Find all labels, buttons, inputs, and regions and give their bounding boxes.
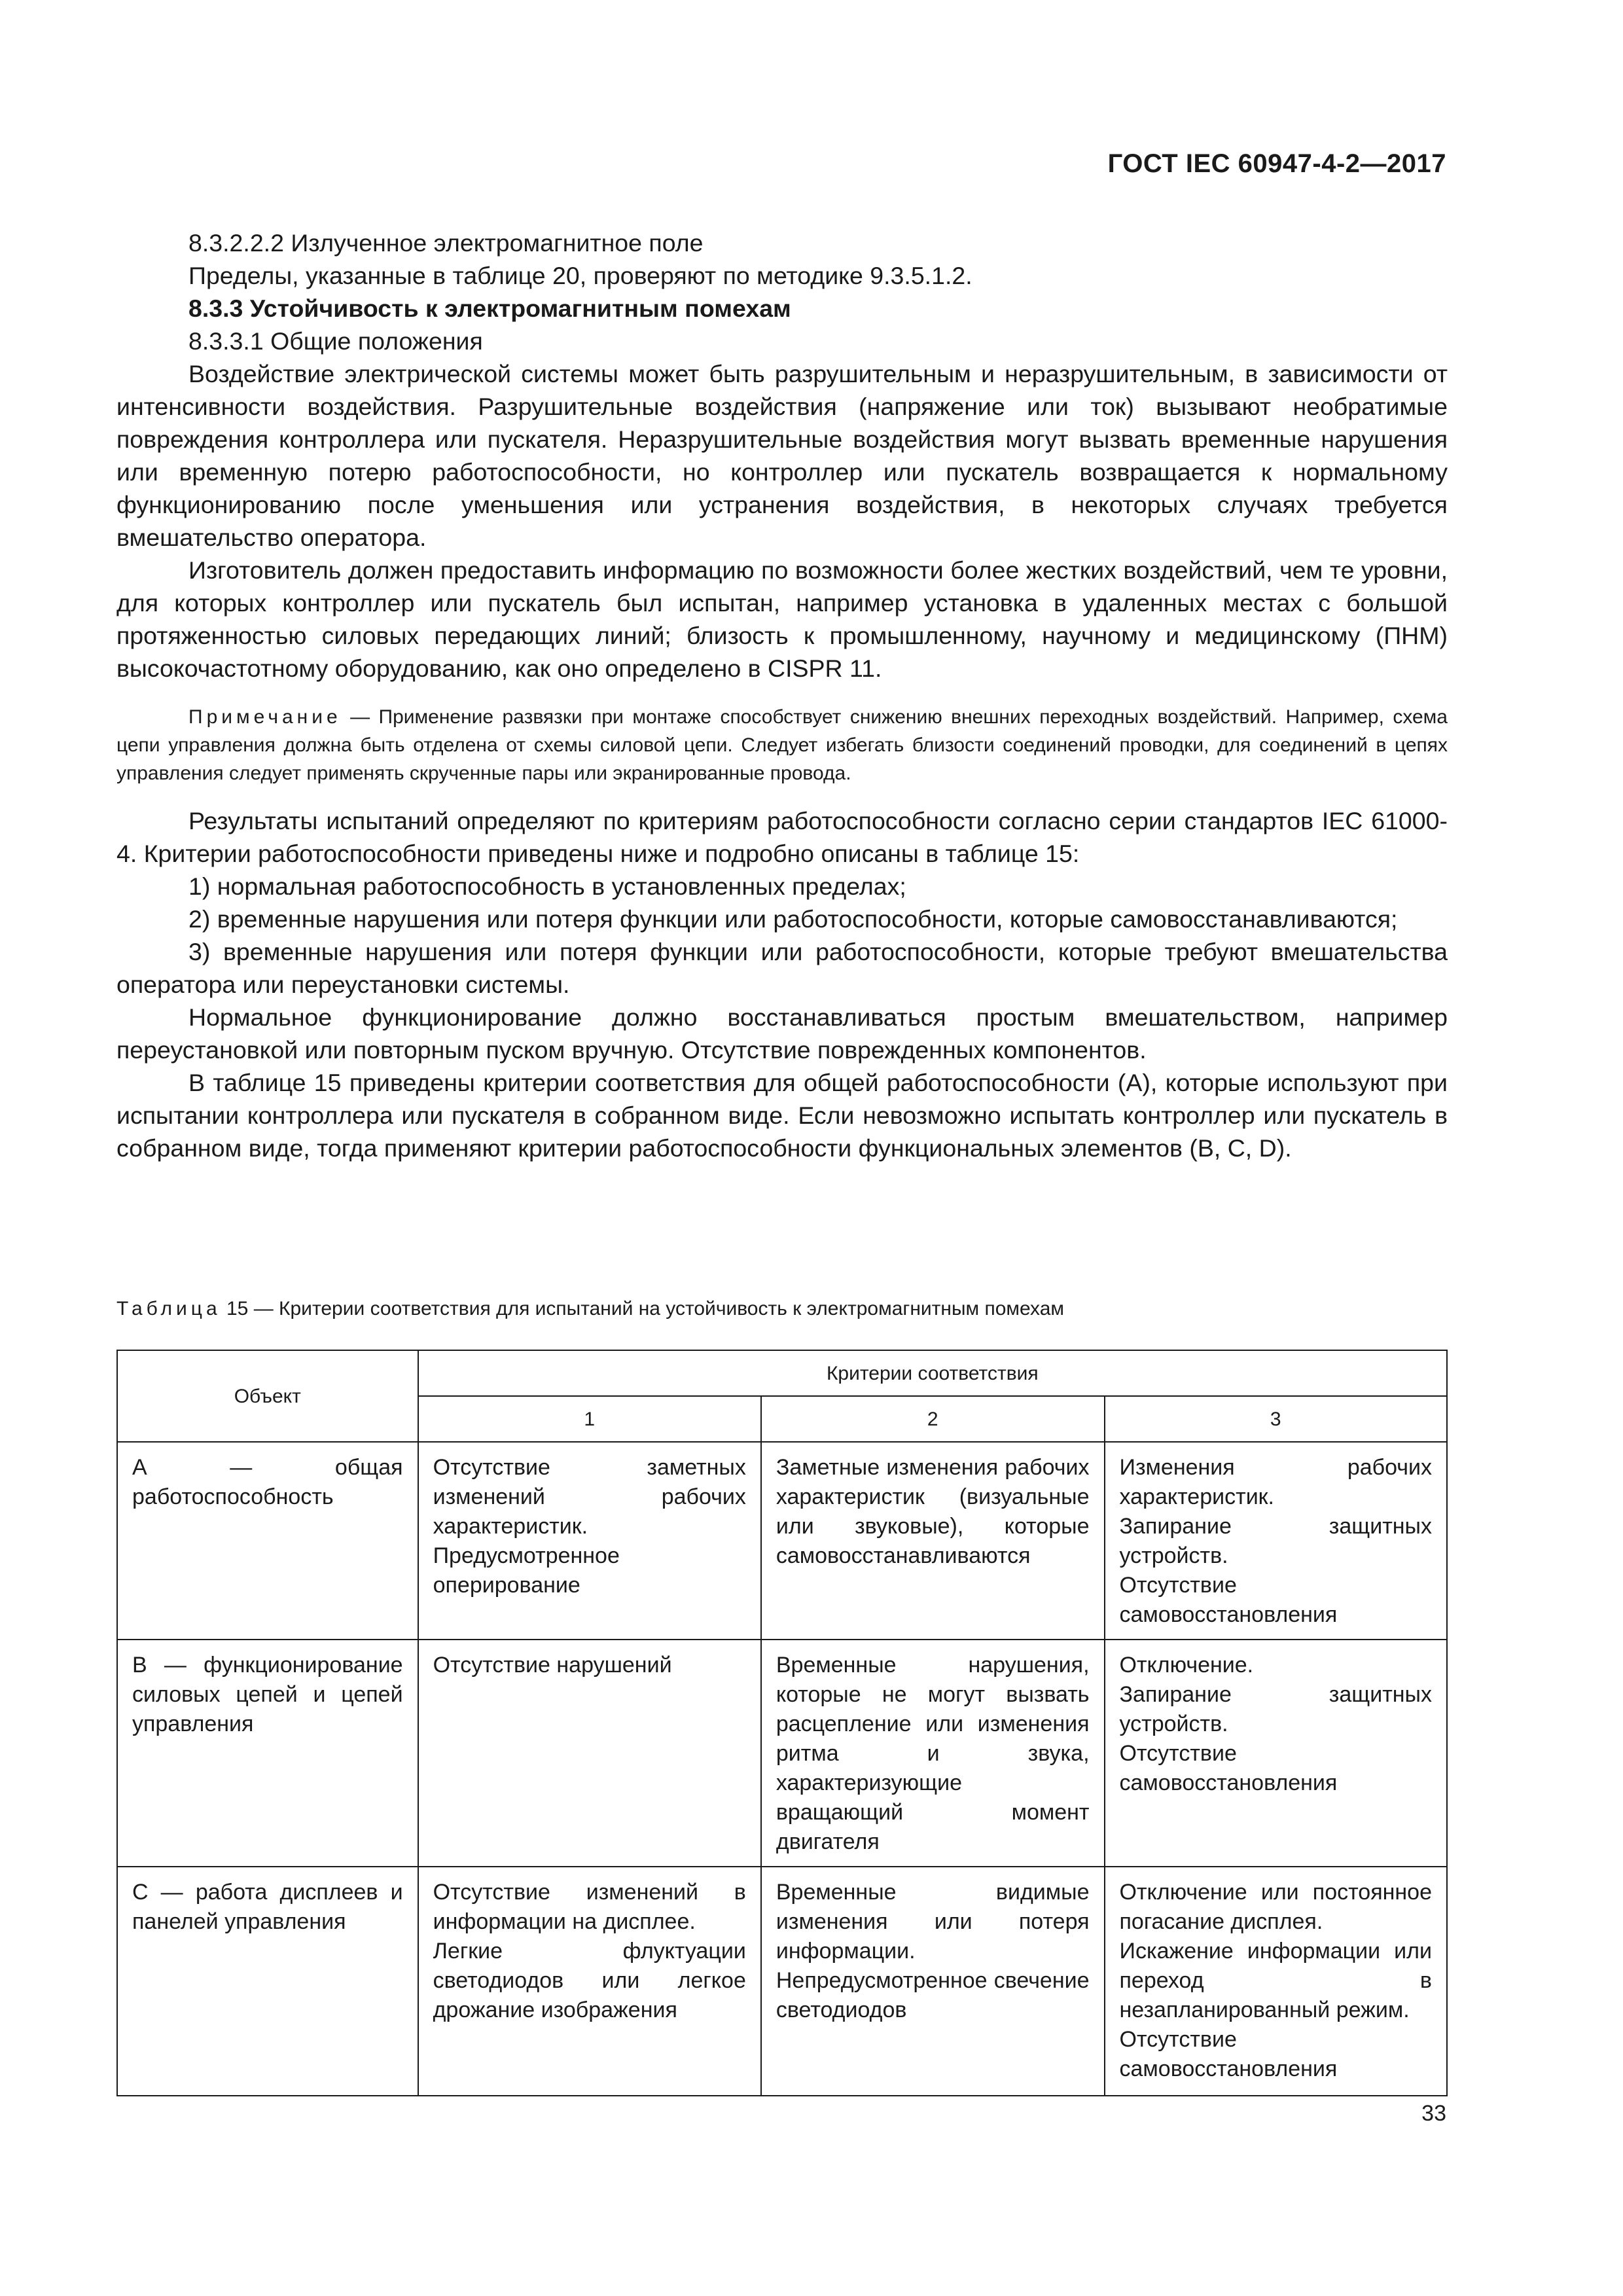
criteria-1-cell <box>418 1442 761 1640</box>
paragraph: Нормальное функционирование должно восстанавливаться простым вмешательством, например переустановкой или повторным пуском вручную. Отсутствие поврежденных компонентов. <box>116 1003 1448 1064</box>
cell-line: Отсутствие изменений в информации на дисплее. <box>433 1880 746 1934</box>
criteria-3-cell <box>1105 1442 1447 1640</box>
cell-line: Временные видимые изменения или потеря информации. <box>776 1880 1090 1964</box>
cell-line: Отсутствие самовосстановления <box>1119 1573 1338 1627</box>
criteria-3-cell <box>1105 1867 1447 2096</box>
header-col-2: 2 <box>761 1396 1105 1442</box>
criteria-2-cell <box>761 1640 1105 1867</box>
paragraph: Воздействие электрической системы может быть разрушительным и неразрушительным, в зависимости от интенсивности воздействия. Разрушительные воздействия (напряжение или ток) вызывают необратимые повреждения контроллера или пускателя. Неразрушительные воздействия могут вызвать временные нарушения или временную потерю работоспособности, но контроллер или пускатель возвращается к нормальному функционированию после уменьшения или устранения воздействия, в некоторых случаях требуется вмешательство оператора. <box>116 360 1448 551</box>
section-heading-emc-immunity: 8.3.3 Устойчивость к электромагнитным помехам <box>188 295 791 322</box>
table-caption-text: 15 — Критерии соответствия для испытаний на устойчивость к электромагнитным помехам <box>226 1298 1065 1319</box>
cell-line: Временные нарушения, которые не могут вызвать расцепление или изменения ритма и звука, характеризующие вращающий момент двигателя <box>776 1653 1090 1854</box>
page-number: 33 <box>1421 2101 1446 2126</box>
cell-line: Непредусмотренное свечение светодиодов <box>776 1968 1090 2022</box>
criteria-1-cell <box>418 1867 761 2096</box>
list-item: 2) временные нарушения или потеря функции или работоспособности, которые самовосстанавливаются; <box>188 905 1398 933</box>
paragraph: В таблице 15 приведены критерии соответствия для общей работоспособности (А), которые используют при испытании контроллера или пускателя в собранном виде. Если невозможно испытать контроллер или пускатель в собранном виде, тогда применяют критерии работоспособности функциональных элементов (В, С, D). <box>116 1069 1448 1162</box>
cell-line: Отсутствие самовосстановления <box>1119 2027 1338 2081</box>
criteria-3-cell <box>1105 1640 1447 1867</box>
paragraph: Пределы, указанные в таблице 20, проверяют по методике 9.3.5.1.2. <box>188 262 972 289</box>
cell-line: Запирание защитных устройств. <box>1119 1514 1432 1568</box>
note <box>116 703 1448 787</box>
object-cell: А — общая работоспособность <box>117 1442 418 1640</box>
criteria-table <box>116 1350 1448 2096</box>
subsection-heading-general: 8.3.3.1 Общие положения <box>188 327 483 355</box>
cell-line: Запирание защитных устройств. <box>1119 1682 1432 1736</box>
header-col-1: 1 <box>418 1396 761 1442</box>
note-text: — Применение развязки при монтаже способствует снижению внешних переходных воздействий. Например, схема цепи управления должна быть отделена от схемы силовой цепи. Следует избегать близости соединений проводки, для соединений в цепях управления следует применять скрученные пары или экранированные провода. <box>116 706 1448 784</box>
list-item: 3) временные нарушения или потеря функции или работоспособности, которые требуют вмешательства оператора или переустановки системы. <box>116 938 1448 998</box>
table-caption <box>116 1296 1064 1322</box>
standard-designation: ГОСТ IEC 60947-4-2—2017 <box>1107 149 1446 178</box>
cell-line: Отключение. <box>1119 1653 1254 1677</box>
criteria-1-cell <box>418 1640 761 1867</box>
paragraph: Изготовитель должен предоставить информацию по возможности более жестких воздействий, чем те уровни, для которых контроллер или пускатель был испытан, например установка в удаленных местах с большой протяженностью силовых передающих линий; близость к промышленному, научному и медицинскому (ПНМ) высокочастотному оборудованию, как оно определено в CISPR 11. <box>116 556 1448 682</box>
cell-line: Заметные изменения рабочих характеристик (визуальные или звуковые), которые самовосстанавливаются <box>776 1455 1090 1568</box>
table-row <box>117 1867 1447 2096</box>
paragraph: Результаты испытаний определяют по критериям работоспособности согласно серии стандартов IEC 61000-4. Критерии работоспособности приведены ниже и подробно описаны в таблице 15: <box>116 807 1448 867</box>
header-col-3: 3 <box>1105 1396 1447 1442</box>
cell-line: Искажение информации или переход в незапланированный режим. <box>1119 1939 1432 2022</box>
table-row <box>117 1442 1447 1640</box>
criteria-2-cell <box>761 1442 1105 1640</box>
header-criteria: Критерии соответствия <box>418 1350 1447 1396</box>
subsection-heading-radiated-field: 8.3.2.2.2 Излученное электромагнитное поле <box>188 229 704 257</box>
cell-line: Отсутствие самовосстановления <box>1119 1741 1338 1795</box>
object-cell: В — функционирование силовых цепей и цепей управления <box>117 1640 418 1867</box>
cell-line: Изменения рабочих характеристик. <box>1119 1455 1432 1509</box>
criteria-2-cell <box>761 1867 1105 2096</box>
body-text <box>116 226 1448 1164</box>
cell-line: Отсутствие нарушений <box>433 1653 672 1677</box>
header-object: Объект <box>117 1350 418 1442</box>
cell-line: Отсутствие заметных изменений рабочих характеристик. <box>433 1455 746 1539</box>
object-cell: С — работа дисплеев и панелей управления <box>117 1867 418 2096</box>
cell-line: Предусмотренное оперирование <box>433 1543 620 1598</box>
table-caption-label: Таблица <box>116 1298 221 1319</box>
list-item: 1) нормальная работоспособность в установленных пределах; <box>188 872 906 900</box>
note-label: Примечание <box>188 706 342 728</box>
cell-line: Отключение или постоянное погасание дисплея. <box>1119 1880 1432 1934</box>
table-row <box>117 1640 1447 1867</box>
cell-line: Легкие флуктуации светодиодов или легкое дрожание изображения <box>433 1939 746 2022</box>
